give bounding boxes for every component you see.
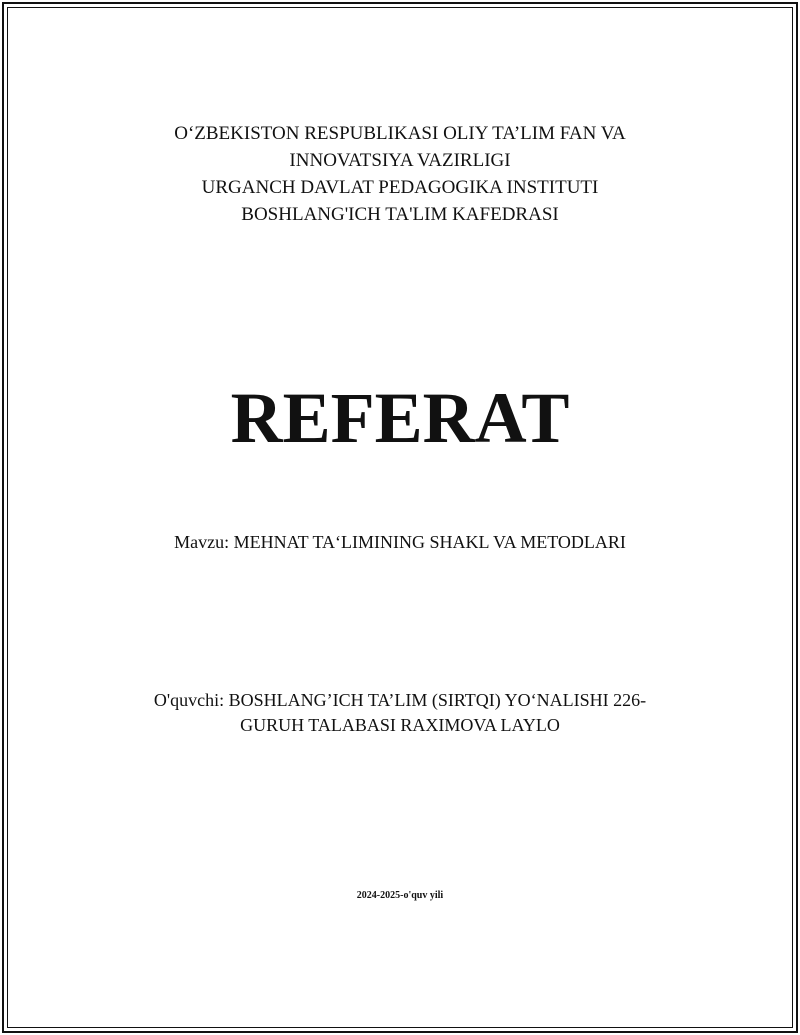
document-title: REFERAT xyxy=(230,378,570,458)
header-line-department: BOSHLANG'ICH TA'LIM KAFEDRASI xyxy=(241,204,559,225)
student-info xyxy=(0,688,800,738)
institution-header xyxy=(0,120,800,228)
student-line-2: GURUH TALABASI RAXIMOVA LAYLO xyxy=(240,715,560,735)
topic-line: Mavzu: MEHNAT TA‘LIMINING SHAKL VA METODLARI xyxy=(174,532,626,552)
header-line-ministry-1: O‘ZBEKISTON RESPUBLIKASI OLIY TA’LIM FAN VA xyxy=(174,123,626,144)
student-line-1: O'quvchi: BOSHLANG’ICH TA’LIM (SIRTQI) YO‘NALISHI 226- xyxy=(153,690,647,710)
academic-year: 2024-2025-o'quv yili xyxy=(356,890,444,901)
header-line-institute: URGANCH DAVLAT PEDAGOGIKA INSTITUTI xyxy=(201,177,599,198)
header-line-ministry-2: INNOVATSIYA VAZIRLIGI xyxy=(289,150,511,171)
